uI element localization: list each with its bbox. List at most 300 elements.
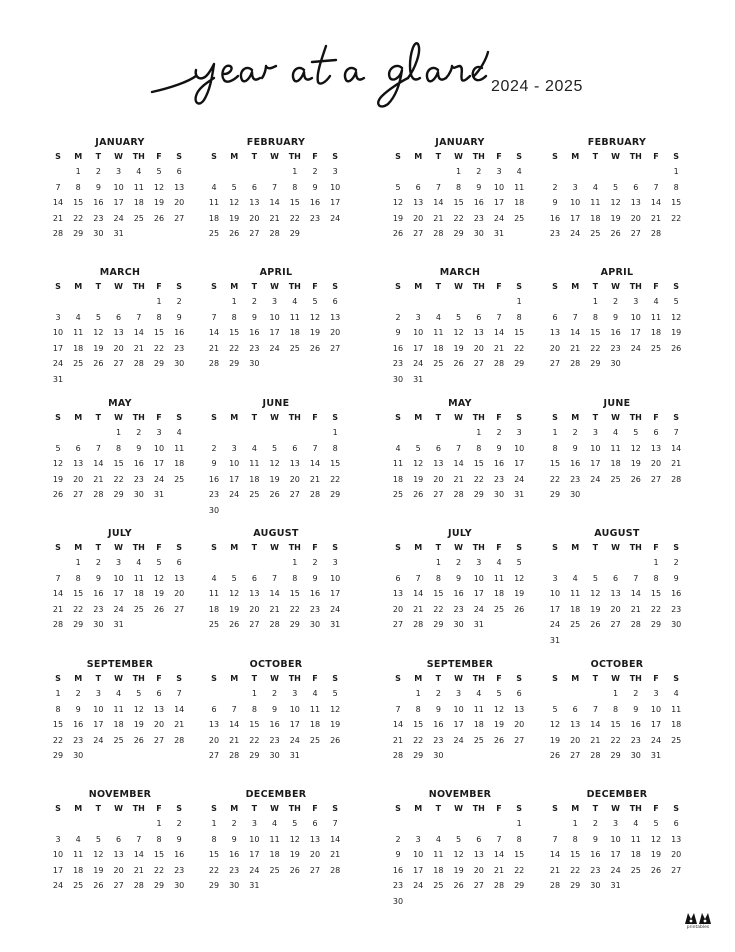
day-cell: 17 [289, 720, 300, 729]
day-cell: 2 [95, 558, 101, 567]
day-cell: 6 [292, 443, 298, 453]
day-cell: 2 [435, 689, 441, 698]
weekday-header: S [332, 543, 339, 552]
day-cell: 30 [493, 490, 505, 499]
day-cell: 31 [52, 374, 64, 384]
day-cell: 11 [493, 573, 505, 583]
day-cell: 24 [52, 359, 64, 368]
day-cell: 2 [136, 428, 142, 437]
day-cell: 16 [174, 328, 185, 337]
day-cell: 10 [650, 704, 662, 714]
day-cell: 10 [330, 573, 341, 583]
day-cell: 15 [249, 720, 260, 729]
day-cell: 12 [671, 312, 682, 322]
day-cell: 2 [395, 312, 401, 322]
day-cell: 21 [453, 474, 464, 484]
day-cell: 12 [269, 459, 280, 468]
day-cell: 9 [95, 573, 101, 583]
day-cell: 7 [552, 834, 558, 844]
day-cell: 24 [229, 490, 240, 499]
day-cell: 30 [433, 751, 444, 760]
day-cell: 6 [116, 312, 122, 322]
day-cell: 19 [392, 213, 404, 223]
day-cell: 16 [309, 198, 321, 207]
day-cell: 8 [476, 443, 482, 453]
day-cell: 31 [113, 620, 124, 629]
weekday-header: S [211, 152, 217, 161]
weekday-header: F [156, 804, 162, 813]
day-cell: 30 [570, 490, 581, 499]
day-cell: 7 [456, 443, 462, 453]
day-cell: 13 [153, 704, 165, 714]
day-cell: 27 [650, 474, 662, 484]
day-cell: 26 [630, 474, 641, 484]
day-cell: 26 [330, 735, 341, 745]
day-cell: 27 [392, 620, 404, 629]
day-cell: 11 [73, 328, 84, 337]
day-cell: 4 [496, 558, 502, 567]
day-cell: 22 [73, 604, 84, 614]
day-cell: 21 [229, 735, 240, 745]
day-cell: 15 [514, 328, 525, 337]
weekday-header: TH [288, 282, 301, 291]
weekday-header: TH [472, 543, 485, 552]
day-cell: 13 [73, 459, 84, 468]
day-cell: 21 [133, 343, 144, 353]
weekday-header: S [332, 804, 339, 813]
month-name: AUGUST [253, 528, 299, 539]
day-cell: 27 [174, 213, 185, 223]
day-cell: 17 [229, 474, 240, 484]
day-cell: 21 [133, 865, 144, 875]
day-cell: 17 [630, 328, 641, 337]
day-cell: 23 [229, 865, 240, 875]
day-cell: 3 [95, 689, 101, 698]
day-cell: 8 [415, 704, 421, 714]
day-cell: 31 [113, 229, 124, 238]
day-cell: 21 [52, 213, 64, 223]
day-cell: 1 [456, 167, 462, 176]
day-cell: 17 [413, 343, 424, 353]
weekday-header: S [516, 543, 523, 552]
day-cell: 6 [552, 312, 558, 322]
day-cell: 5 [231, 573, 237, 583]
day-cell: 17 [514, 459, 525, 468]
day-cell: 28 [493, 359, 505, 368]
day-cell: 22 [590, 343, 601, 353]
day-cell: 5 [95, 312, 101, 322]
day-cell: 17 [650, 720, 662, 729]
day-cell: 28 [174, 735, 185, 745]
day-cell: 13 [433, 459, 444, 468]
day-cell: 3 [156, 428, 162, 437]
day-cell: 18 [650, 328, 662, 337]
day-cell: 4 [572, 573, 578, 583]
day-cell: 11 [133, 573, 144, 583]
day-cell: 27 [174, 604, 185, 614]
day-cell: 10 [473, 573, 484, 583]
day-cell: 29 [208, 881, 220, 890]
weekday-header: F [312, 674, 318, 683]
weekday-header: S [395, 413, 401, 422]
weekday-header: T [435, 674, 442, 683]
day-cell: 22 [570, 865, 581, 875]
weekday-header: S [211, 804, 217, 813]
day-cell: 30 [229, 881, 240, 890]
day-cell: 11 [269, 834, 280, 844]
day-cell: 11 [610, 443, 621, 453]
day-cell: 19 [52, 474, 64, 484]
day-cell: 26 [153, 213, 165, 223]
day-cell: 4 [395, 443, 401, 453]
weekday-header: S [673, 413, 680, 422]
day-cell: 2 [75, 689, 81, 698]
day-cell: 26 [229, 620, 240, 629]
day-cell: 8 [231, 312, 237, 322]
day-cell: 31 [330, 620, 341, 629]
weekday-header: M [571, 674, 580, 683]
month-name: DECEMBER [586, 789, 648, 800]
day-cell: 7 [395, 704, 401, 714]
weekday-header: TH [629, 152, 642, 161]
weekday-header: M [414, 543, 423, 552]
day-cell: 29 [113, 490, 124, 499]
weekday-header: TH [288, 674, 301, 683]
day-cell: 9 [312, 182, 318, 192]
day-cell: 7 [136, 312, 142, 322]
day-cell: 16 [93, 589, 104, 598]
day-cell: 18 [630, 850, 641, 859]
day-cell: 11 [570, 589, 581, 598]
weekday-header: M [230, 804, 239, 813]
day-cell: 5 [552, 704, 558, 714]
weekday-header: S [176, 413, 183, 422]
day-cell: 13 [514, 704, 525, 714]
day-cell: 16 [549, 213, 561, 223]
day-cell: 5 [95, 834, 101, 844]
day-cell: 11 [433, 850, 444, 859]
day-cell: 19 [453, 865, 464, 875]
day-cell: 11 [671, 704, 682, 714]
day-cell: 28 [650, 229, 662, 238]
day-cell: 23 [590, 865, 601, 875]
day-cell: 28 [269, 620, 280, 629]
day-cell: 1 [613, 689, 619, 698]
day-cell: 12 [493, 704, 505, 714]
day-cell: 11 [249, 459, 260, 468]
day-cell: 9 [231, 834, 237, 844]
day-cell: 4 [653, 297, 659, 306]
day-cell: 17 [52, 865, 64, 875]
weekday-header: TH [472, 413, 485, 422]
day-cell: 24 [330, 213, 341, 223]
day-cell: 18 [73, 343, 84, 353]
day-cell: 28 [493, 881, 505, 890]
day-cell: 7 [55, 573, 61, 583]
weekday-header: T [251, 804, 258, 813]
day-cell: 9 [272, 704, 278, 714]
brand-mark [683, 910, 713, 934]
day-cell: 23 [570, 474, 581, 484]
day-cell: 28 [309, 490, 321, 499]
day-cell: 13 [473, 328, 484, 337]
weekday-header: S [552, 152, 558, 161]
day-cell: 1 [75, 167, 81, 176]
day-cell: 25 [73, 359, 84, 368]
weekday-header: T [435, 804, 442, 813]
weekday-header: TH [629, 543, 642, 552]
day-cell: 21 [493, 343, 505, 353]
weekday-header: F [653, 282, 659, 291]
day-cell: 25 [113, 735, 124, 745]
day-cell: 18 [73, 865, 84, 875]
weekday-header: W [454, 413, 463, 422]
day-cell: 26 [514, 604, 525, 614]
weekday-header: F [156, 674, 162, 683]
day-cell: 5 [332, 689, 338, 698]
day-cell: 19 [493, 720, 505, 729]
day-cell: 31 [610, 881, 621, 890]
day-cell: 4 [176, 428, 182, 437]
day-cell: 2 [176, 819, 182, 828]
day-cell: 25 [433, 881, 444, 890]
day-cell: 30 [249, 359, 260, 368]
day-cell: 12 [93, 850, 104, 859]
weekday-header: S [516, 674, 523, 683]
month-name: APRIL [259, 267, 293, 278]
day-cell: 2 [251, 297, 257, 306]
weekday-header: S [395, 152, 401, 161]
day-cell: 1 [516, 819, 522, 828]
day-cell: 7 [673, 428, 679, 437]
day-cell: 29 [330, 490, 341, 499]
day-cell: 9 [572, 443, 578, 453]
weekday-header: TH [629, 413, 642, 422]
day-cell: 30 [392, 374, 404, 384]
weekday-header: S [55, 152, 61, 161]
brand-text: printables [686, 925, 710, 930]
day-cell: 30 [392, 896, 404, 906]
day-cell: 11 [650, 312, 662, 322]
weekday-header: S [516, 282, 523, 291]
weekday-header: T [592, 804, 599, 813]
day-cell: 10 [413, 328, 424, 337]
day-cell: 14 [174, 704, 185, 714]
day-cell: 25 [249, 490, 260, 499]
day-cell: 15 [229, 328, 240, 337]
day-cell: 9 [176, 312, 182, 322]
month-name: APRIL [600, 267, 634, 278]
day-cell: 20 [309, 850, 321, 859]
day-cell: 29 [590, 359, 601, 368]
day-cell: 15 [330, 459, 341, 468]
day-cell: 16 [493, 459, 505, 468]
day-cell: 22 [289, 213, 300, 223]
day-cell: 1 [75, 558, 81, 567]
day-cell: 19 [269, 474, 280, 484]
day-cell: 18 [133, 589, 144, 598]
day-cell: 9 [552, 198, 558, 207]
day-cell: 27 [610, 620, 621, 629]
day-cell: 4 [211, 573, 217, 583]
day-cell: 8 [653, 573, 659, 583]
day-cell: 3 [332, 558, 338, 567]
month-name: JANUARY [435, 137, 485, 148]
day-cell: 15 [590, 328, 601, 337]
day-cell: 11 [289, 312, 300, 322]
day-cell: 11 [590, 198, 601, 207]
day-cell: 27 [330, 343, 341, 353]
day-cell: 4 [136, 558, 142, 567]
day-cell: 15 [208, 850, 220, 859]
day-cell: 10 [330, 182, 341, 192]
day-cell: 24 [590, 474, 601, 484]
day-cell: 9 [456, 573, 462, 583]
day-cell: 20 [249, 604, 260, 614]
day-cell: 15 [73, 589, 84, 598]
weekday-header: F [496, 543, 502, 552]
weekday-header: S [552, 674, 558, 683]
weekday-header: T [251, 413, 258, 422]
month-name: SEPTEMBER [86, 659, 154, 670]
day-cell: 11 [392, 459, 404, 468]
day-cell: 29 [610, 751, 621, 760]
day-cell: 16 [73, 720, 84, 729]
day-cell: 19 [133, 720, 144, 729]
weekday-header: S [552, 413, 558, 422]
day-cell: 3 [55, 312, 61, 322]
day-cell: 8 [673, 182, 679, 192]
day-cell: 5 [673, 297, 679, 306]
year-range: 2024 - 2025 [491, 78, 584, 95]
day-cell: 6 [116, 834, 122, 844]
weekday-header: W [611, 282, 620, 291]
day-cell: 25 [269, 865, 280, 875]
day-cell: 8 [292, 573, 298, 583]
day-cell: 16 [208, 474, 220, 484]
day-cell: 17 [269, 328, 280, 337]
day-cell: 2 [572, 428, 578, 437]
day-cell: 30 [269, 751, 280, 760]
day-cell: 24 [570, 229, 581, 238]
day-cell: 9 [136, 443, 142, 453]
day-cell: 29 [413, 751, 424, 760]
day-cell: 4 [75, 312, 81, 322]
day-cell: 14 [630, 589, 641, 598]
day-cell: 15 [153, 850, 165, 859]
weekday-header: F [653, 674, 659, 683]
day-cell: 20 [174, 198, 185, 207]
day-cell: 26 [153, 604, 165, 614]
day-cell: 1 [572, 819, 578, 828]
day-cell: 18 [174, 459, 185, 468]
day-cell: 13 [174, 573, 185, 583]
day-cell: 21 [269, 604, 280, 614]
day-cell: 11 [433, 328, 444, 337]
day-cell: 4 [435, 834, 441, 844]
day-cell: 25 [590, 229, 601, 238]
weekday-header: T [435, 543, 442, 552]
day-cell: 10 [249, 834, 260, 844]
day-cell: 3 [116, 558, 122, 567]
day-cell: 29 [433, 620, 444, 629]
day-cell: 12 [229, 198, 240, 207]
day-cell: 19 [93, 865, 104, 875]
day-cell: 3 [592, 428, 598, 437]
day-cell: 22 [229, 343, 240, 353]
weekday-header: TH [132, 674, 145, 683]
weekday-header: M [74, 152, 83, 161]
day-cell: 21 [650, 213, 662, 223]
day-cell: 18 [208, 213, 220, 223]
day-cell: 28 [93, 490, 104, 499]
day-cell: 16 [249, 328, 260, 337]
day-cell: 18 [493, 589, 505, 598]
day-cell: 7 [592, 704, 598, 714]
day-cell: 5 [136, 689, 142, 698]
day-cell: 5 [231, 182, 237, 192]
day-cell: 25 [473, 735, 484, 745]
day-cell: 23 [269, 735, 280, 745]
day-cell: 22 [330, 474, 341, 484]
weekday-header: TH [288, 804, 301, 813]
day-cell: 10 [269, 312, 280, 322]
day-cell: 16 [433, 720, 444, 729]
day-cell: 14 [453, 459, 464, 468]
day-cell: 14 [493, 850, 505, 859]
day-cell: 1 [156, 297, 162, 306]
day-cell: 21 [493, 865, 505, 875]
day-cell: 3 [292, 689, 298, 698]
day-cell: 6 [613, 573, 619, 583]
weekday-header: S [211, 543, 217, 552]
day-cell: 4 [476, 689, 482, 698]
day-cell: 5 [456, 834, 462, 844]
weekday-header: S [332, 674, 339, 683]
weekday-header: S [176, 804, 183, 813]
day-cell: 16 [392, 343, 404, 353]
day-cell: 24 [493, 213, 505, 223]
day-cell: 28 [453, 490, 464, 499]
weekday-header: S [332, 282, 339, 291]
day-cell: 9 [395, 328, 401, 337]
weekday-header: TH [288, 413, 301, 422]
day-cell: 5 [292, 819, 298, 828]
day-cell: 26 [229, 229, 240, 238]
day-cell: 5 [496, 689, 502, 698]
day-cell: 17 [153, 459, 165, 468]
day-cell: 23 [630, 735, 641, 745]
day-cell: 24 [453, 735, 464, 745]
day-cell: 6 [476, 834, 482, 844]
day-cell: 9 [435, 704, 441, 714]
day-cell: 6 [395, 573, 401, 583]
day-cell: 23 [93, 213, 104, 223]
day-cell: 20 [473, 865, 484, 875]
day-cell: 12 [52, 459, 64, 468]
day-cell: 2 [211, 443, 217, 453]
weekday-header: S [516, 804, 523, 813]
weekday-header: W [611, 804, 620, 813]
day-cell: 8 [572, 834, 578, 844]
day-cell: 27 [570, 751, 581, 760]
day-cell: 8 [116, 443, 122, 453]
month-name: FEBRUARY [587, 137, 647, 148]
weekday-header: T [592, 152, 599, 161]
day-cell: 1 [592, 297, 598, 306]
month-name: MARCH [439, 267, 481, 278]
day-cell: 20 [630, 213, 641, 223]
